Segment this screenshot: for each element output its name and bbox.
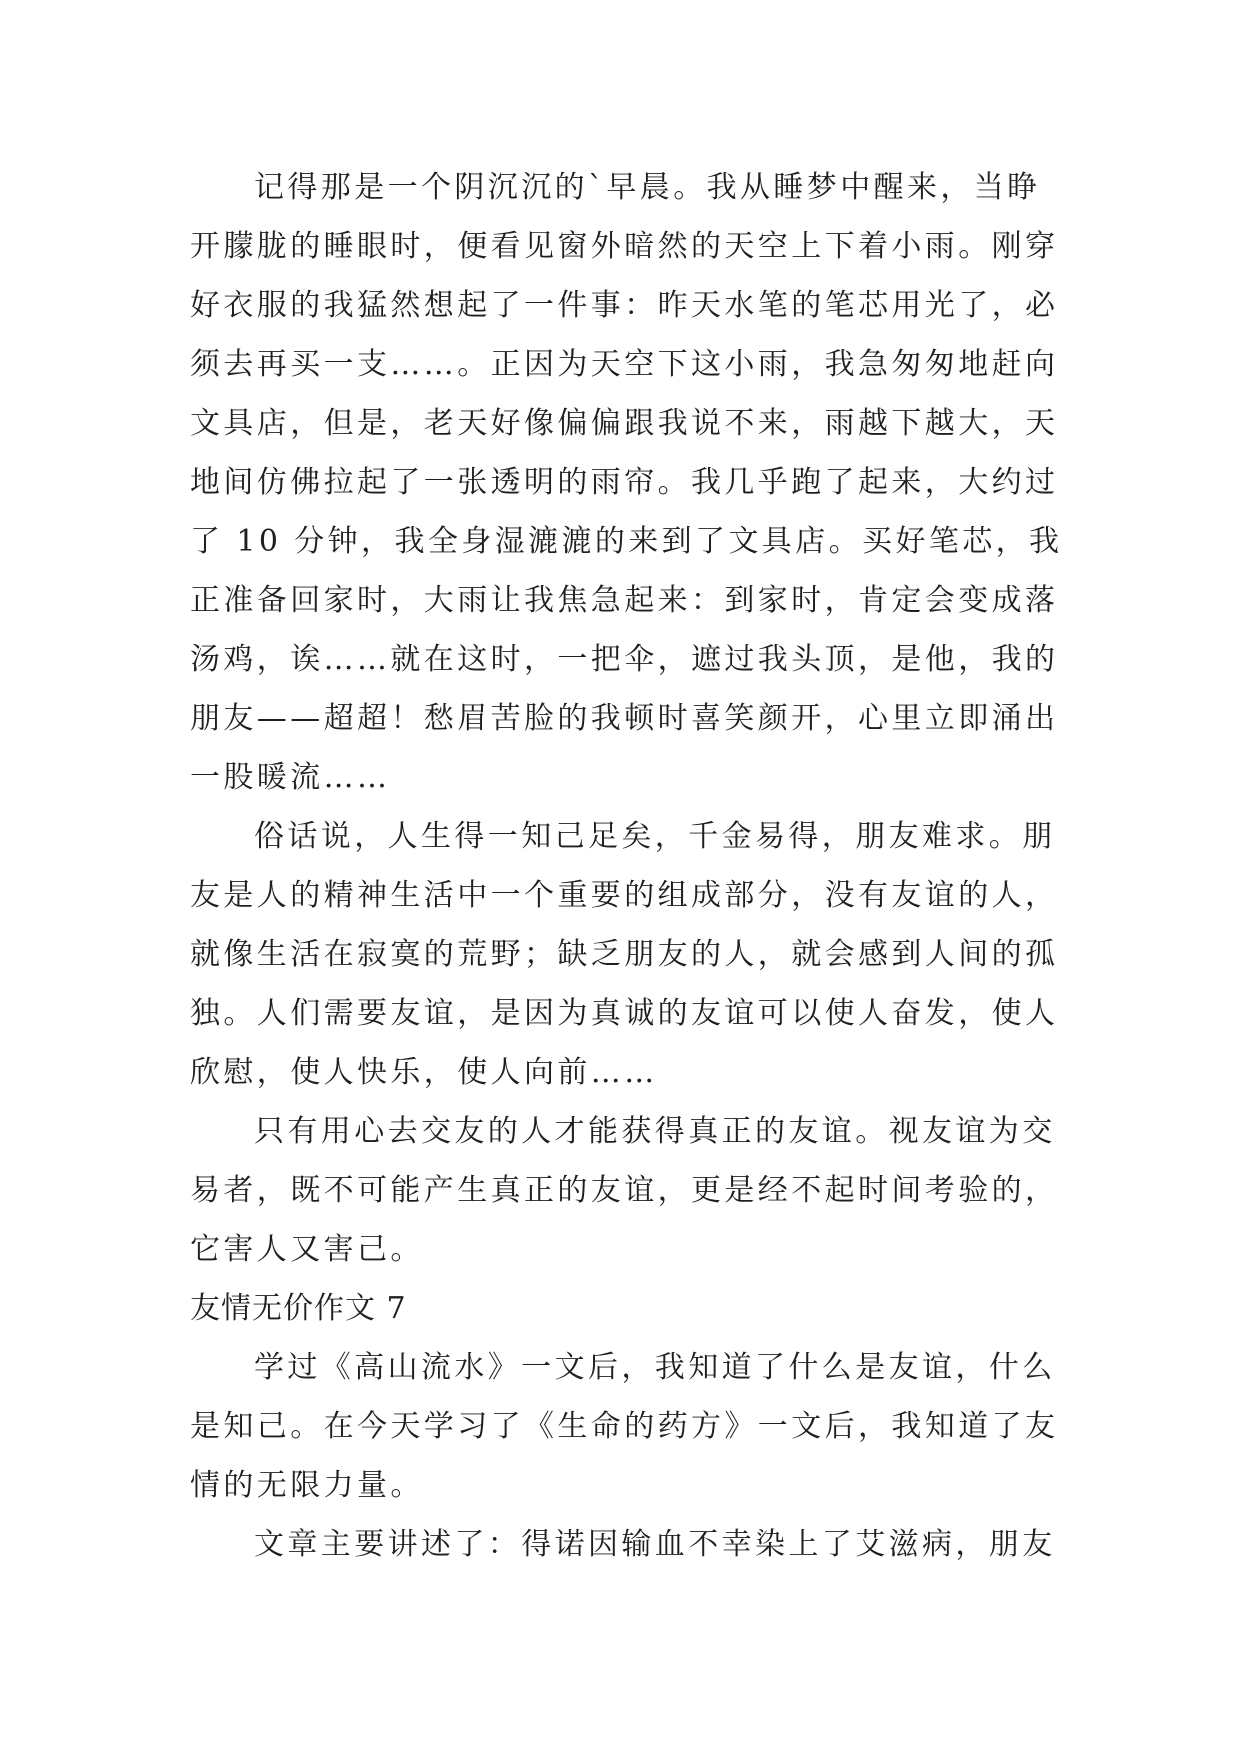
paragraph xyxy=(190,807,1059,1102)
document-body xyxy=(190,158,1063,1574)
text-line: 就像生活在寂寞的荒野；缺乏朋友的人，就会感到人间的孤 xyxy=(190,937,1059,972)
text-line: 只有用心去交友的人才能获得真正的友谊。视友谊为交 xyxy=(254,1114,1056,1149)
text-line: 开朦胧的睡眼时，便看见窗外暗然的天空上下着小雨。刚穿 xyxy=(190,229,1059,264)
text-line: 情的无限力量。 xyxy=(190,1468,424,1503)
paragraph xyxy=(190,1338,1059,1515)
text-line: 须去再买一支……。正因为天空下这小雨，我急匆匆地赶向 xyxy=(190,347,1059,382)
text-line: 了 10 分钟，我全身湿漉漉的来到了文具店。买好笔芯，我 xyxy=(190,524,1063,559)
text-line: 汤鸡，诶……就在这时，一把伞，遮过我头顶，是他，我的 xyxy=(190,642,1059,677)
text-line: 欣慰，使人快乐，使人向前…… xyxy=(190,1055,658,1090)
heading-text: 友情无价作文 7 xyxy=(190,1291,407,1326)
text-line: 记得那是一个阴沉沉的`早晨。我从睡梦中醒来，当睁 xyxy=(254,170,1041,205)
text-line: 一股暖流…… xyxy=(190,760,391,795)
text-line: 朋友——超超！愁眉苦脸的我顿时喜笑颜开，心里立即涌出 xyxy=(190,701,1059,736)
paragraph xyxy=(190,1102,1059,1279)
paragraph xyxy=(190,158,1063,807)
section-heading xyxy=(190,1279,1052,1338)
text-line: 好衣服的我猛然想起了一件事：昨天水笔的笔芯用光了，必 xyxy=(190,288,1059,323)
text-line: 文具店，但是，老天好像偏偏跟我说不来，雨越下越大，天 xyxy=(190,406,1059,441)
text-line: 俗话说，人生得一知己足矣，千金易得，朋友难求。朋 xyxy=(254,819,1056,854)
text-line: 正准备回家时，大雨让我焦急起来：到家时，肯定会变成落 xyxy=(190,583,1059,618)
text-line: 学过《高山流水》一文后，我知道了什么是友谊，什么 xyxy=(254,1350,1056,1385)
text-line: 文章主要讲述了：得诺因输血不幸染上了艾滋病，朋友 xyxy=(254,1527,1056,1562)
text-line: 易者，既不可能产生真正的友谊，更是经不起时间考验的， xyxy=(190,1173,1059,1208)
text-line: 独。人们需要友谊，是因为真诚的友谊可以使人奋发，使人 xyxy=(190,996,1059,1031)
paragraph xyxy=(190,1515,1056,1574)
text-line: 友是人的精神生活中一个重要的组成部分，没有友谊的人， xyxy=(190,878,1059,913)
text-line: 是知己。在今天学习了《生命的药方》一文后，我知道了友 xyxy=(190,1409,1059,1444)
text-line: 地间仿佛拉起了一张透明的雨帘。我几乎跑了起来，大约过 xyxy=(190,465,1059,500)
text-line: 它害人又害己。 xyxy=(190,1232,424,1267)
